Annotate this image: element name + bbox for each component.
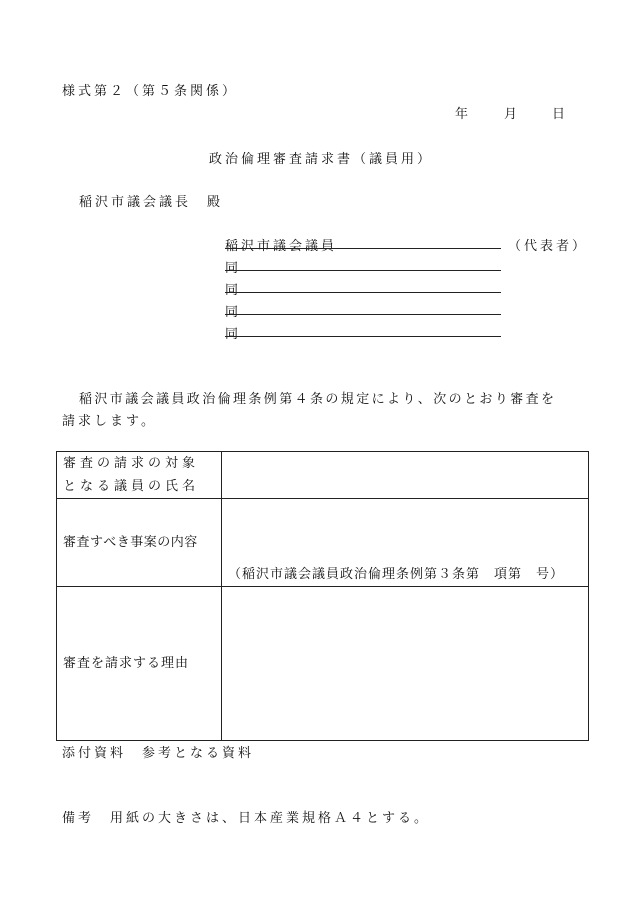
signer-line — [225, 314, 501, 315]
case-content-label: 審査すべき事案の内容 — [57, 499, 222, 587]
attachments-note: 添付資料 参考となる資料 — [62, 746, 255, 761]
table-row — [57, 499, 589, 587]
date-year: 年 — [455, 107, 469, 122]
signer-label: 稲沢市議会議員 — [225, 239, 338, 254]
same-label: 同 — [225, 327, 239, 342]
target-member-label — [57, 452, 222, 499]
signer-line — [225, 270, 501, 271]
representative-label: （代表者） — [508, 239, 589, 254]
same-label: 同 — [225, 283, 239, 298]
reason-label: 審査を請求する理由 — [57, 587, 222, 741]
remarks-note: 備考 用紙の大きさは、日本産業規格Ａ４とする。 — [62, 811, 431, 826]
form-id: 様式第２（第５条関係） — [62, 84, 239, 99]
case-content-field[interactable] — [222, 499, 589, 587]
body-text-line2: 請求します。 — [62, 414, 157, 429]
table-row — [57, 452, 589, 499]
signer-line — [225, 292, 501, 293]
table-row — [57, 587, 589, 741]
addressee: 稲沢市議会議長 殿 — [79, 195, 224, 210]
date-day: 日 — [552, 107, 566, 122]
signer-line — [225, 248, 501, 249]
ordinance-reference: （稲沢市議会議員政治倫理条例第３条第 項第 号） — [228, 567, 565, 582]
target-member-field[interactable] — [222, 452, 589, 499]
target-member-label-line1: 審査の請求の対象 — [63, 456, 200, 471]
reason-field[interactable] — [222, 587, 589, 741]
document-title: 政治倫理審査請求書（議員用） — [209, 152, 434, 167]
same-label: 同 — [225, 261, 239, 276]
signer-line — [225, 336, 501, 337]
request-table — [56, 451, 589, 741]
same-label: 同 — [225, 305, 239, 320]
date-month: 月 — [504, 107, 518, 122]
target-member-label-line2: となる議員の氏名 — [63, 479, 200, 494]
body-text-line1: 稲沢市議会議員政治倫理条例第４条の規定により、次のとおり審査を — [79, 392, 557, 407]
